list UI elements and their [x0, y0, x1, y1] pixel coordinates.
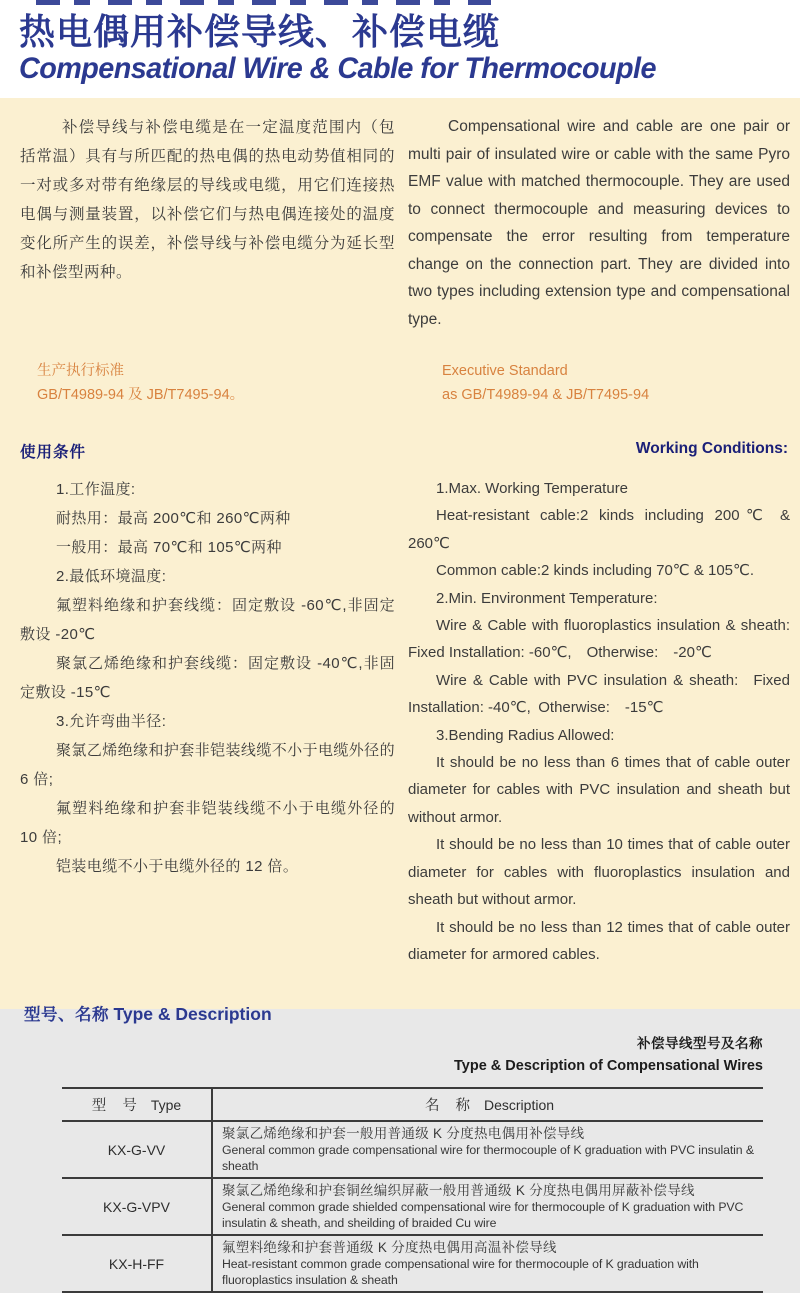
table-row [62, 1178, 763, 1235]
description-cell [212, 1121, 763, 1178]
type-description-table [62, 1087, 763, 1293]
description-chinese: 氟塑料绝缘和护套普通级 K 分度热电偶用高温补偿导线 [222, 1240, 557, 1256]
description-english: General common grade compensational wire for thermocouple of K graduation with PVC insulatin & sheath [222, 1143, 754, 1174]
page-title-english: Compensational Wire & Cable for Thermocouple [19, 52, 656, 85]
intro-paragraph-english: Compensational wire and cable are one pair or multi pair of insulated wire or cable with the same Pyro EMF value with matched thermocouple. They are used to connect thermocouple and measuring devices to compensate the error resulting from temperature change on the connection part. They are divided into two types including extension type and compensational type. [408, 118, 790, 328]
condition-item: It should be no less than 10 times that of cable outer diameter for cables with fluoroplastics insulation and sheath but without armor. [408, 836, 790, 909]
table-row [62, 1121, 763, 1178]
conditions-section [0, 475, 800, 968]
table-subheading-chinese: 补偿导线型号及名称 [637, 1036, 763, 1052]
condition-item: Heat-resistant cable:2 kinds including 200℃ & 260℃ [408, 507, 790, 552]
condition-item: 聚氯乙烯绝缘和护套线缆：固定敷设 -40℃,非固定敷设 -15℃ [20, 655, 395, 701]
condition-item: 一般用：最高 70℃和 105℃两种 [56, 539, 282, 556]
condition-item: 3.Bending Radius Allowed: [436, 726, 615, 744]
table-header-row [62, 1088, 763, 1121]
table-header-type [62, 1088, 212, 1121]
condition-item: 2.Min. Environment Temperature: [436, 589, 658, 607]
condition-item: Wire & Cable with PVC insulation & sheath: Fixed Installation: -40℃, Otherwise: -15℃ [408, 671, 790, 717]
header-type-cn: 型 号 [91, 1098, 143, 1115]
standard-english [442, 359, 649, 407]
condition-item: 耐热用：最高 200℃和 260℃两种 [56, 510, 291, 527]
condition-item: 氟塑料绝缘和护套非铠装线缆不小于电缆外径的 10 倍; [20, 800, 395, 846]
standard-value-en: as GB/T4989-94 & JB/T7495-94 [442, 387, 650, 403]
standards-section [0, 359, 800, 407]
type-cell: KX-G-VPV [62, 1178, 212, 1235]
table-subheading-english: Type & Description of Compensational Wires [454, 1058, 763, 1075]
description-cell [212, 1235, 763, 1292]
condition-item: 1.Max. Working Temperature [436, 480, 629, 497]
table-subheadings [0, 1033, 763, 1078]
condition-item: 聚氯乙烯绝缘和护套非铠装线缆不小于电缆外径的 6 倍; [20, 742, 395, 788]
conditions-chinese-column [20, 475, 395, 968]
standard-chinese [37, 359, 377, 407]
header-description-cn: 名 称 [424, 1098, 476, 1115]
content-area [0, 98, 800, 1288]
type-heading-english: Type & Description [113, 1004, 272, 1025]
standard-label-en: Executive Standard [442, 363, 568, 379]
condition-item: It should be no less than 6 times that of cable outer diameter for cables with PVC insulation and sheath but without armor. [408, 754, 790, 826]
header-description-en: Description [484, 1097, 555, 1114]
intro-chinese-column [20, 113, 395, 333]
intro-section [0, 113, 800, 333]
type-cell: KX-G-VV [62, 1121, 212, 1178]
description-english: Heat-resistant common grade compensational wire for thermocouple of K graduation with fluoroplastics insulation & sheath [222, 1257, 699, 1288]
condition-item: Wire & Cable with fluoroplastics insulation & sheath: Fixed Installation: -60℃, Otherwise: -20℃ [408, 617, 790, 662]
description-cell [212, 1178, 763, 1235]
condition-item: Common cable:2 kinds including 70℃ & 105℃. [436, 562, 755, 580]
intro-paragraph-chinese: 补偿导线与补偿电缆是在一定温度范围内（包括常温）具有与所匹配的热电偶的热电动势值相同的一对或多对带有绝缘层的导线或电缆，用它们连接热电偶与测量装置，以补偿它们与热电偶连接处的温度变化所产生的误差，补偿导线与补偿电缆分为延长型和补偿型两种。 [20, 119, 395, 281]
header-type-en: Type [150, 1097, 182, 1114]
condition-item: 1.工作温度: [56, 481, 136, 498]
conditions-heading-english: Working Conditions: [635, 440, 788, 457]
page-title-chinese: 热电偶用补偿导线、补偿电缆 [19, 11, 501, 52]
standard-value-cn: GB/T4989-94 及 JB/T7495-94。 [37, 387, 245, 403]
standard-label-cn: 生产执行标准 [37, 363, 124, 379]
intro-english-column [408, 113, 790, 333]
description-english: General common grade shielded compensational wire for thermocouple of K graduation with PVC insulatin & sheath, and sheilding of braided Cu wire [222, 1200, 744, 1231]
condition-item: 铠装电缆不小于电缆外径的 12 倍。 [56, 858, 299, 875]
type-heading-chinese: 型号、名称 [24, 1006, 109, 1025]
conditions-heading-chinese: 使用条件 [20, 444, 87, 461]
description-chinese: 聚氯乙烯绝缘和护套一般用普通级 K 分度热电偶用补偿导线 [222, 1126, 585, 1142]
type-cell: KX-H-FF [62, 1235, 212, 1292]
conditions-english-column [408, 475, 790, 968]
conditions-headings [0, 440, 800, 462]
table-row [62, 1235, 763, 1292]
description-chinese: 聚氯乙烯绝缘和护套铜丝编织屏蔽一般用普通级 K 分度热电偶用屏蔽补偿导线 [222, 1183, 695, 1199]
type-section-heading [24, 1001, 800, 1025]
condition-item: It should be no less than 12 times that of cable outer diameter for armored cables. [408, 918, 790, 963]
table-header-description [212, 1088, 763, 1121]
condition-item: 氟塑料绝缘和护套线缆：固定敷设 -60℃,非固定敷设 -20℃ [20, 597, 395, 643]
page-header [0, 0, 800, 98]
condition-item: 2.最低环境温度: [56, 568, 167, 585]
condition-item: 3.允许弯曲半径: [56, 713, 167, 730]
